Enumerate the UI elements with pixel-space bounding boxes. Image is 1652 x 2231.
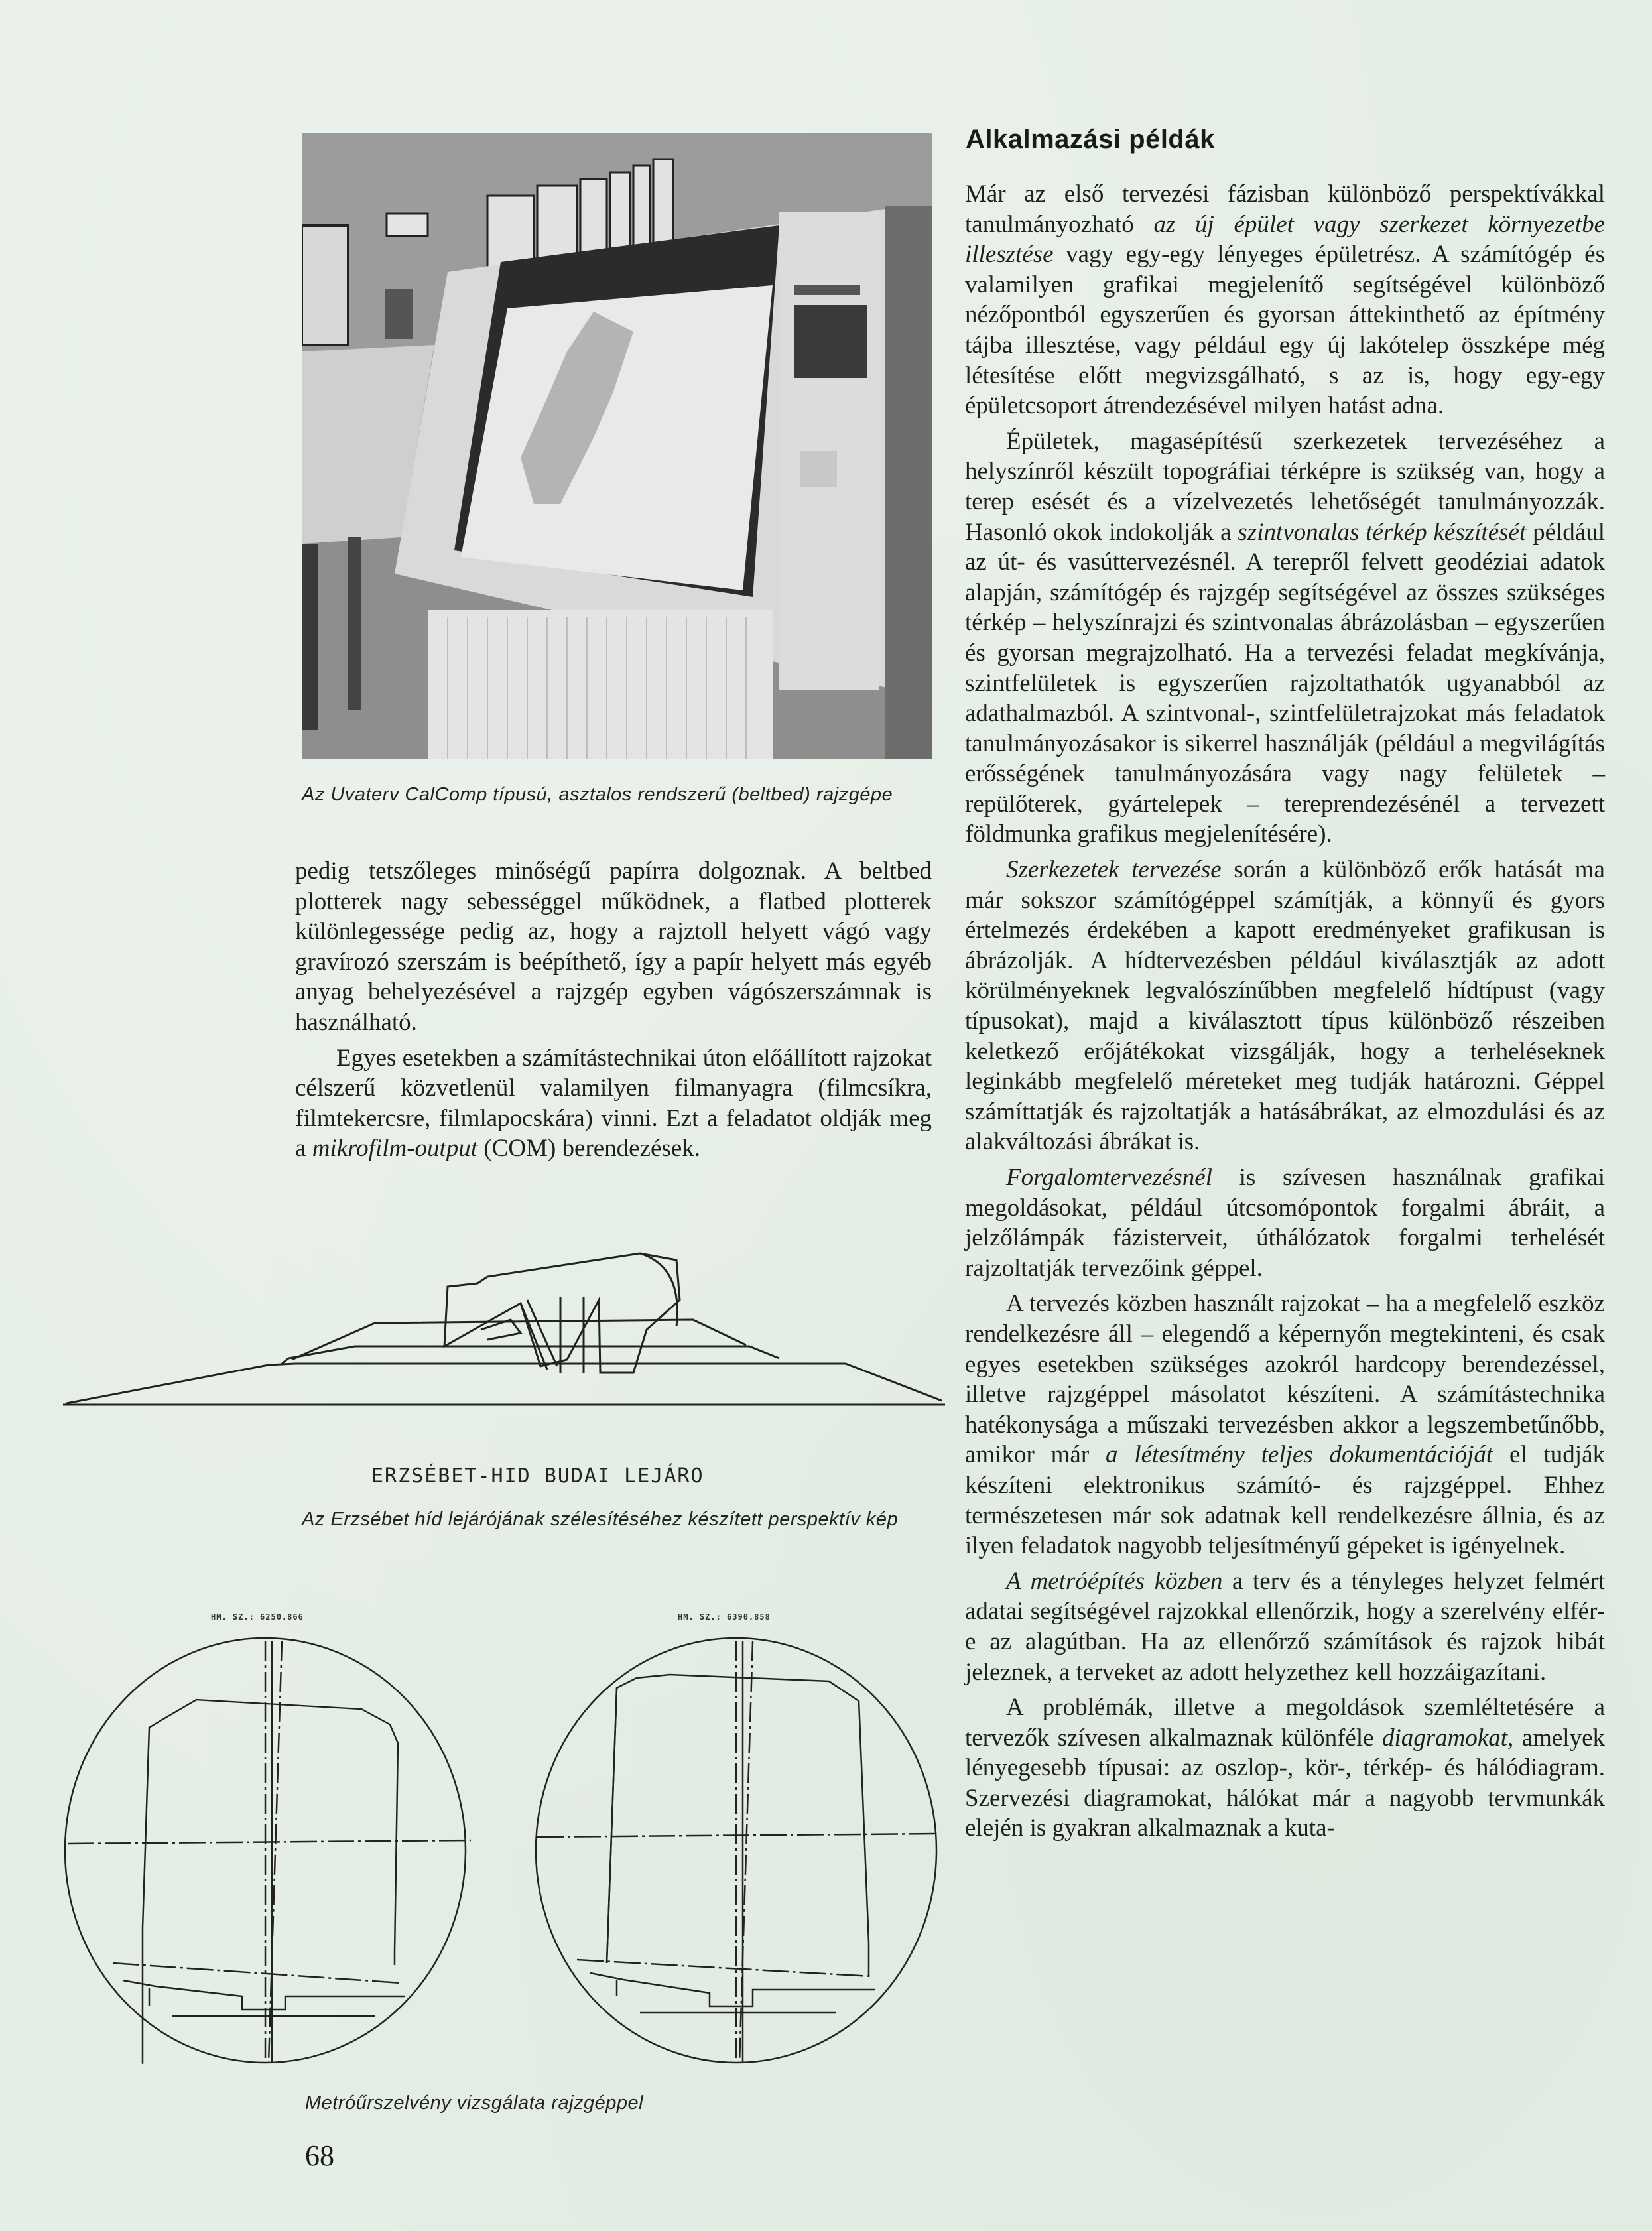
emphasized-text: Szerkezetek tervezése (1006, 856, 1222, 884)
paragraph (965, 179, 1605, 421)
text-run: a terv és a tényleges helyzet felmért adatai segítségével rajzokkal ellenőrzik, hogy a szerelvény elfér-e az alagútban. Ha az ellenőrző számítások és rajzok hibát jeleznek, a terveket az adott helyzethez kell hozzáigazítani. (965, 1567, 1605, 1686)
paragraph (295, 856, 932, 1038)
text-run: például az út- és vasúttervezésnél. A terepről felvett geodéziai adatok alapján, számítógép és rajzgép segítségével az összes szükséges térkép – helyszínrajzi és szintvonalas ábrázolásban – egyszerűen és gyorsan megrajzolható. Ha a tervezési feladat megkívánja, szintfelületek is egyszerűen rajzoltathatók ugyanabból az adathalmazból. A szintvonal-, szintfelületrajzokat más feladatok tanulmányozásakor is sikerrel használják (például a megvilágítás erősségének tanulmányozására vagy nagy felületek – repülőterek, gyártelepek – tereprendezésénél a tervezett földmunka grafikus megjelenítésére). (965, 518, 1605, 848)
text-run: (COM) berendezések. (477, 1135, 701, 1163)
left-section-label: HM. SZ.: 6250.866 (211, 1612, 304, 1622)
metro-caption: Metróűrszelvény vizsgálata rajzgéppel (305, 2092, 644, 2114)
text-run: során a különböző erők hatását ma már sokszor számítógéppel számítják, a könnyű és gyors értelmezés érdekében a kapott eredményeket grafikusan is ábrázolják. A hídtervezésben például kiválasztják az adott körülményeknek legvalószínűbben megfelelő hídtípust (vagy típusokat), majd a kiválasztott típus különböző részeiben keletkező erőjátékokat vizsgálják, hogy a terheléseknek leginkább megfelelő méreteket meg tudják határozni. Géppel számíttatják és rajzoltatják a hatásábrákat, az elmozdulási és az alakváltozási ábrákat is. (965, 856, 1605, 1156)
text-run: Épületek, magasépítésű szerkezetek tervezéséhez a helyszínről készült topográfiai térképre is szükség van, hogy a terep esését és a vízelvezetés lehetőségét tanulmányozzák. Hasonló okok indokolják a (965, 427, 1605, 546)
left-column-text (295, 856, 932, 1164)
page-number: 68 (305, 2139, 334, 2172)
paragraph (965, 1289, 1605, 1561)
paragraph (965, 1566, 1605, 1687)
emphasized-text: mikrofilm-output (312, 1135, 478, 1163)
text-run: Egyes esetekben a számítástechnikai úton előállított rajzokat célszerű közvetlenül valamilyen filmanyagra (filmcsíkra, filmtekercsre, filmlapocskára) vinni. Ezt a feladatot oldják meg a (295, 1044, 932, 1163)
bridge-drawing-title: ERZSÉBET-HID BUDAI LEJÁRO (371, 1464, 704, 1488)
bridge-caption: Az Erzsébet híd lejárójának szélesítéséhez készített perspektív kép (302, 1509, 899, 1530)
emphasized-text: szintvonalas térkép készítését (1238, 518, 1527, 546)
emphasized-text: az új épület vagy szerkezet környezetbe illesztése (965, 210, 1605, 269)
emphasized-text: diagramokat (1381, 1724, 1508, 1752)
right-column-text (965, 179, 1605, 1844)
metro-clearance-drawing (40, 1605, 968, 2082)
text-run: A tervezés közben használt rajzokat – ha a megfelelő eszköz rendelkezésre áll – elegendő a képernyőn megtekinteni, és csak egyes esetekben szükséges azokról hardcopy berendezéssel, illetve rajzgéppel másolatot készíteni. A számítástechnika hatékonysága a műszaki tervezésben akkor a legszembetűnőbb, amikor már (965, 1290, 1605, 1469)
text-run: , amelyek lényegesebb típusai: az oszlop-, kör-, térkép- és hálódiagram. Szervezési diagramokat, hálókat már a nagyobb tervmunkák elején is gyakran alkalmaznak a kuta- (965, 1724, 1606, 1842)
text-run: Már az első tervezési fázisban különböző perspektívákkal tanulmányozható (965, 180, 1605, 238)
emphasized-text: a létesítmény teljes dokumentációját (1106, 1441, 1493, 1469)
paragraph (965, 1163, 1605, 1283)
bridge-perspective-drawing (63, 1247, 945, 1406)
paragraph (965, 426, 1605, 850)
paragraph (965, 1692, 1605, 1844)
section-heading: Alkalmazási példák (966, 125, 1215, 154)
photo-caption: Az Uvaterv CalComp típusú, asztalos rendszerű (beltbed) rajzgépe (302, 784, 893, 805)
plotter-photo (302, 133, 932, 759)
left-tunnel-section (65, 1638, 471, 2064)
text-run: el tudják készíteni elektronikus számító- és rajzgéppel. Ehhez természetesen már sok adatnak kell rendelkezésre állnia, és az ilyen feladatok nagyobb teljesítményű gépeket is igényelnek. (965, 1441, 1606, 1560)
text-run: A problémák, illetve a megoldások szemléltetésére a tervezők szívesen alkalmaznak különféle (965, 1694, 1605, 1752)
paragraph (295, 1043, 932, 1164)
text-run: pedig tetszőleges minőségű papírra dolgoznak. A beltbed plotterek nagy sebességgel működnek, a flatbed plotterek különlegessége pedig az, hogy a rajztoll helyett vágó vagy gravírozó szerszám is beépíthető, így a papír helyett más egyéb anyag behelyezésével a rajzgép egyben vágószerszámnak is használható. (295, 858, 932, 1036)
right-tunnel-section (536, 1638, 938, 2063)
right-section-label: HM. SZ.: 6390.858 (678, 1612, 771, 1622)
emphasized-text: A metróépítés közben (1006, 1567, 1223, 1595)
text-run: is szívesen használnak grafikai megoldásokat, például útcsomópontok forgalmi ábráit, a jelzőlámpák fázisterveit, úthálózatok forgalmi terhelését rajzoltatják tervezőink géppel. (965, 1164, 1605, 1282)
emphasized-text: Forgalomtervezésnél (1006, 1164, 1212, 1191)
text-run: vagy egy-egy lényeges épületrész. A számítógép és valamilyen grafikai megjelenítő segítségével különböző nézőpontból egyszerűen és gyorsan áttekinthető az építmény tájba illesztése, vagy például egy új lakótelep összképe még létesítése előtt megvizsgálható, s az is, hogy egy-egy épületcsoport átrendezésével milyen hatást adna. (965, 241, 1605, 420)
paragraph (965, 855, 1605, 1157)
